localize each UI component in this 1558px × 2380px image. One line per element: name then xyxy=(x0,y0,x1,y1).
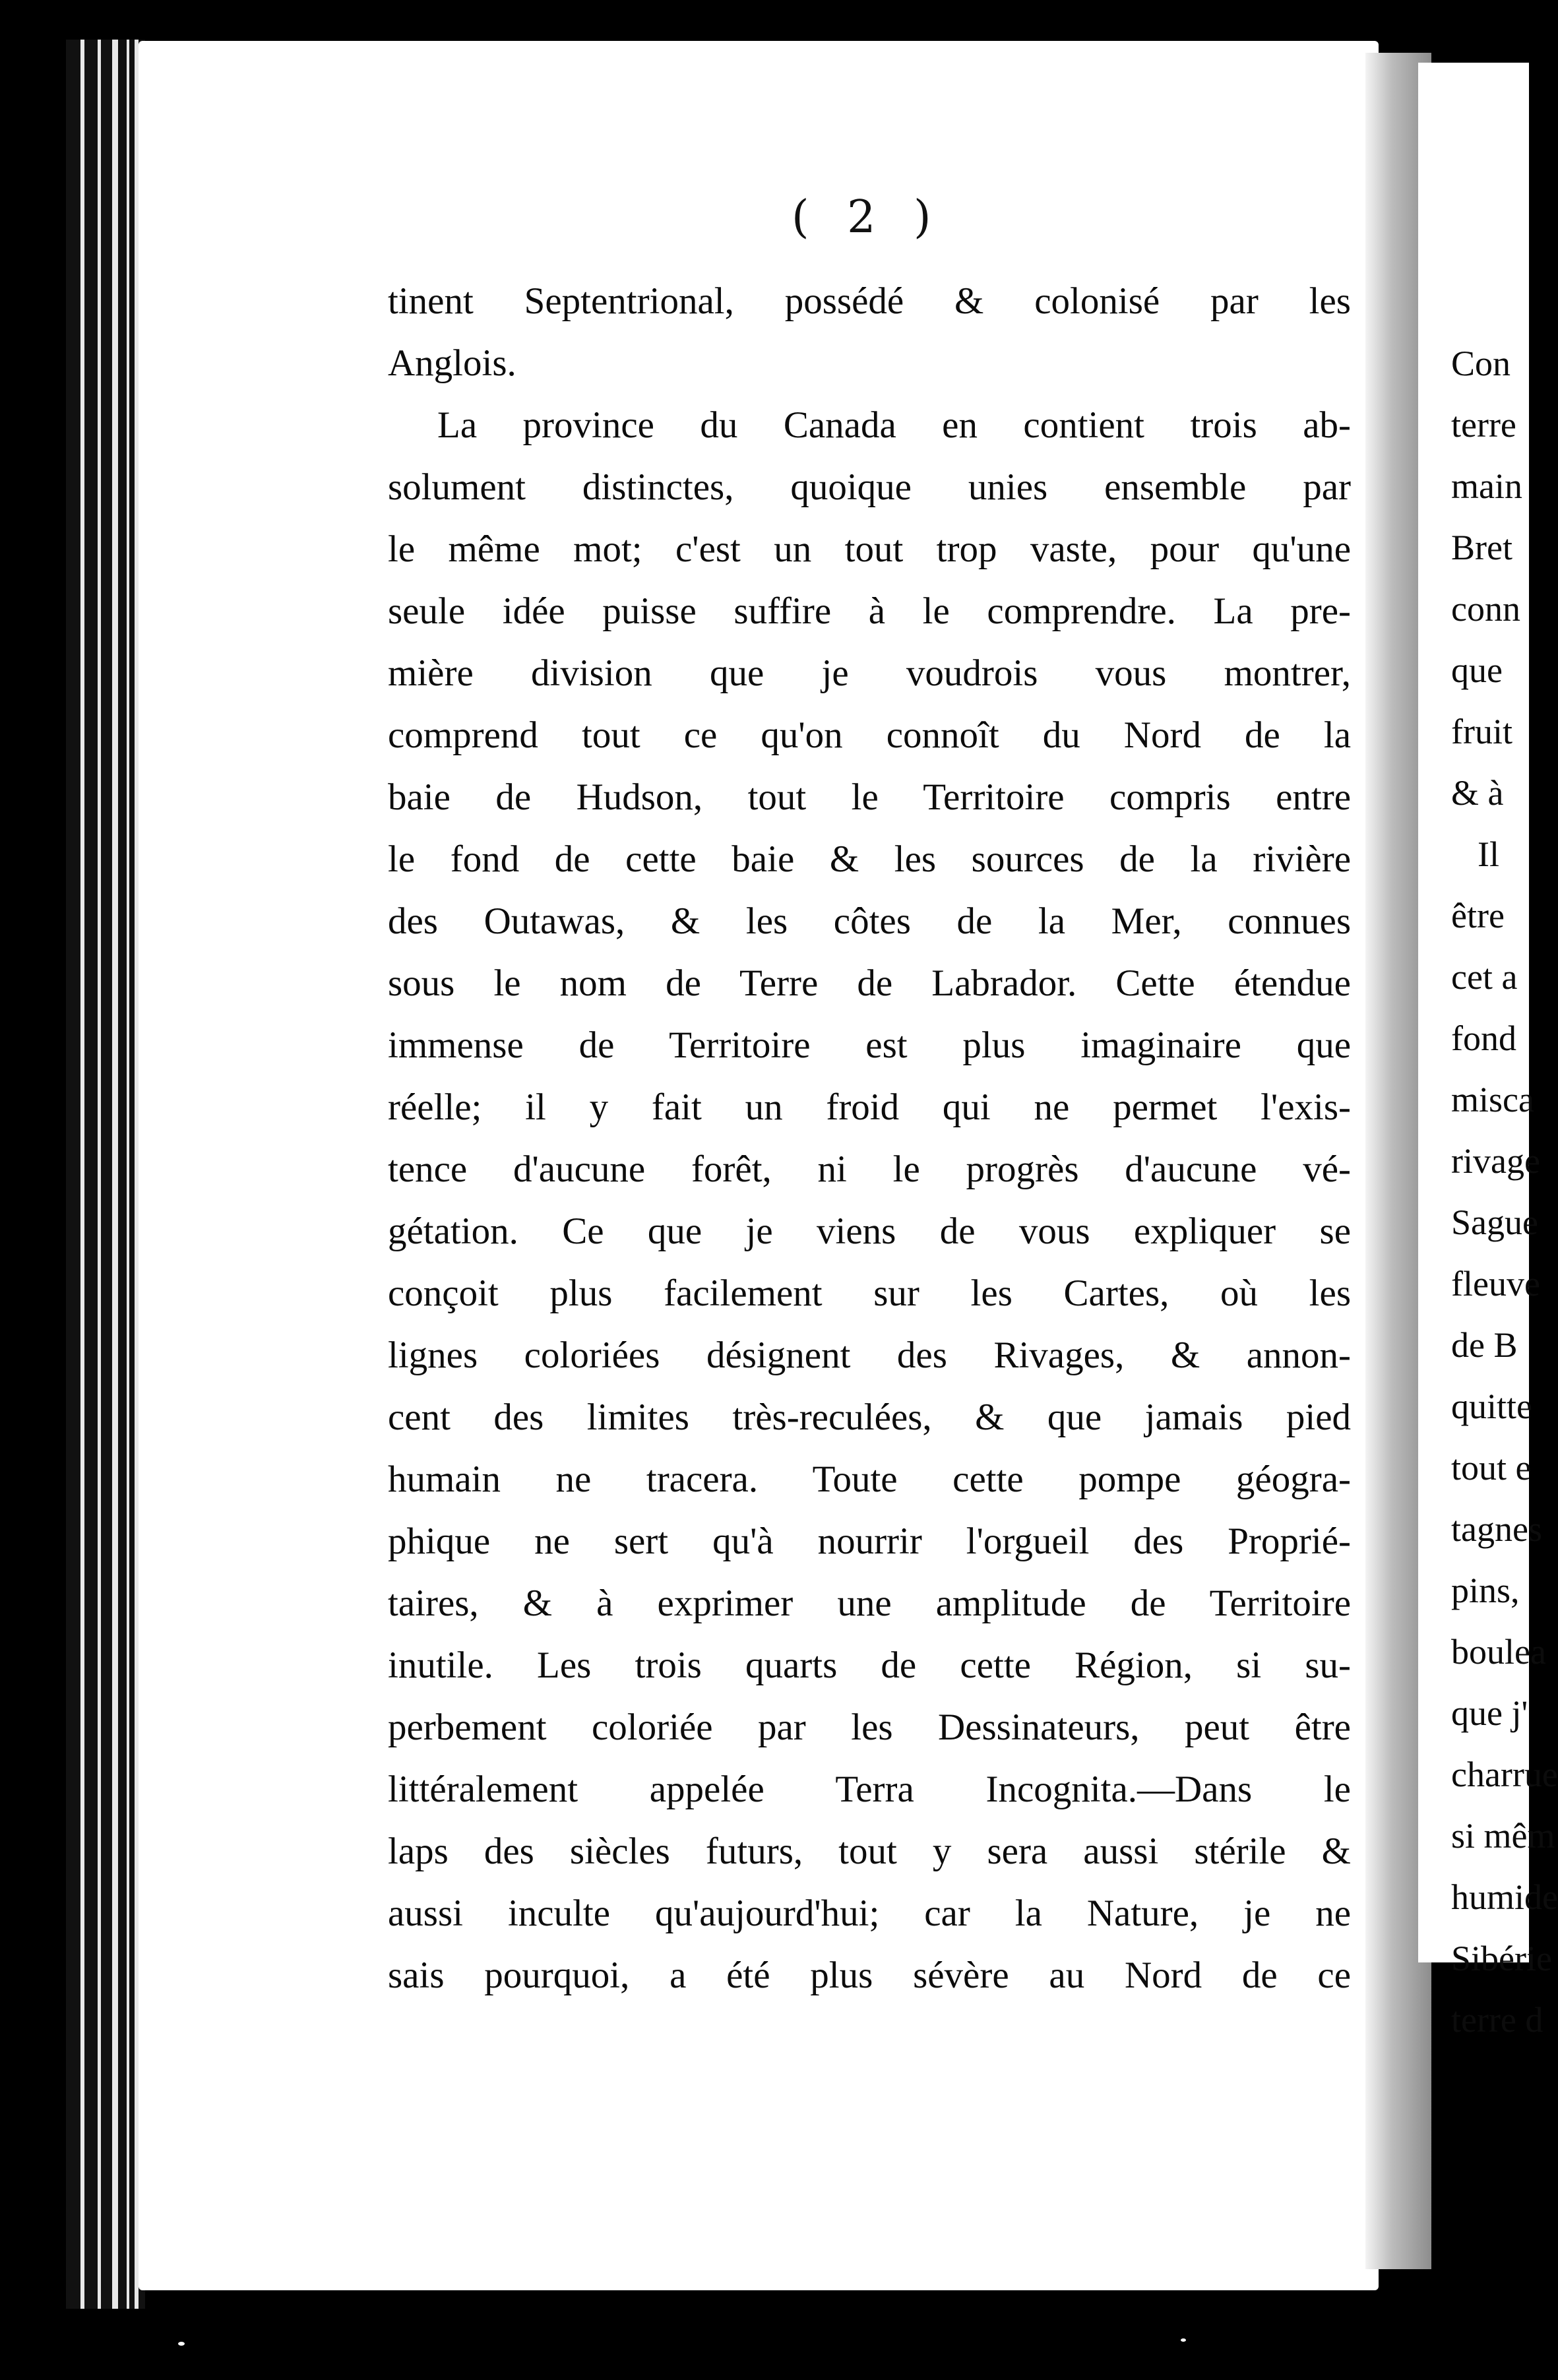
book-binding xyxy=(66,40,145,2309)
text-line: sous le nom de Terre de Labrador. Cette étendue xyxy=(388,962,1351,1004)
text-line: tinent Septentrional, possédé & colonisé par les xyxy=(388,280,1351,322)
text-line: laps des siècles futurs, tout y sera aussi stérile & xyxy=(388,1831,1351,1872)
facing-text-fragment: fond xyxy=(1451,1018,1516,1058)
text-line: mière division que je voudrois vous montrer, xyxy=(388,652,1351,694)
text-line: immense de Territoire est plus imaginaire que xyxy=(388,1024,1351,1066)
text-line: des Outawas, & les côtes de la Mer, connues xyxy=(388,900,1351,942)
facing-text-fragment: terre d xyxy=(1451,2000,1543,2040)
scan-speck xyxy=(1181,2338,1186,2342)
facing-text-fragment: quitte xyxy=(1451,1387,1532,1426)
facing-text-fragment: fleuve xyxy=(1451,1264,1540,1303)
text-line: seule idée puisse suffire à le comprendre. La pre- xyxy=(388,590,1351,632)
facing-text-fragment: main xyxy=(1451,466,1522,506)
facing-page-text xyxy=(1418,333,1558,2051)
text-line: comprend tout ce qu'on connoît du Nord de la xyxy=(388,714,1351,756)
facing-text-fragment: être xyxy=(1451,896,1505,935)
text-line: inutile. Les trois quarts de cette Région, si su- xyxy=(388,1644,1351,1686)
text-line: conçoit plus facilement sur les Cartes, où les xyxy=(388,1272,1351,1314)
facing-text-fragment: Il xyxy=(1478,834,1499,874)
facing-text-fragment: rivage xyxy=(1451,1141,1540,1181)
facing-text-fragment: tout e xyxy=(1451,1448,1532,1488)
facing-text-fragment: humide xyxy=(1451,1877,1558,1917)
facing-text-fragment: conn xyxy=(1451,589,1520,629)
facing-text-fragment: fruit xyxy=(1451,712,1512,751)
scan-speck xyxy=(178,2342,185,2346)
facing-text-fragment: que xyxy=(1451,650,1503,690)
page-body-text xyxy=(388,270,1351,2007)
facing-text-fragment: misca xyxy=(1451,1080,1534,1119)
text-line: phique ne sert qu'à nourrir l'orgueil des Proprié- xyxy=(388,1520,1351,1562)
text-line: humain ne tracera. Toute cette pompe géogra- xyxy=(388,1458,1351,1500)
facing-text-fragment: pins, xyxy=(1451,1571,1520,1610)
text-line: perbement coloriée par les Dessinateurs, peut être xyxy=(388,1707,1351,1748)
text-line: gétation. Ce que je viens de vous expliquer se xyxy=(388,1210,1351,1252)
text-line: taires, & à exprimer une amplitude de Territoire xyxy=(388,1582,1351,1624)
facing-text-fragment: terre xyxy=(1451,405,1516,445)
facing-text-fragment: charrue xyxy=(1451,1755,1558,1794)
facing-page xyxy=(1418,63,1558,2040)
text-line: La province du Canada en contient trois ab- xyxy=(437,404,1351,446)
text-line: cent des limites très-reculées, & que jamais pied xyxy=(388,1396,1351,1438)
facing-text-fragment: tagnes xyxy=(1451,1509,1542,1549)
text-line: tence d'aucune forêt, ni le progrès d'aucune vé- xyxy=(388,1148,1351,1190)
facing-text-fragment: & à xyxy=(1451,773,1504,813)
facing-text-fragment: que j' xyxy=(1451,1693,1528,1733)
text-line: réelle; il y fait un froid qui ne permet l'exis- xyxy=(388,1086,1351,1128)
text-line: le fond de cette baie & les sources de la rivière xyxy=(388,838,1351,880)
facing-text-fragment: cet a xyxy=(1451,957,1518,997)
text-line: lignes coloriées désignent des Rivages, & annon- xyxy=(388,1334,1351,1376)
text-line: aussi inculte qu'aujourd'hui; car la Nature, je ne xyxy=(388,1893,1351,1934)
scan-speck xyxy=(243,111,247,115)
scan-speck xyxy=(224,1253,228,1257)
text-line: solument distinctes, quoique unies ensemble par xyxy=(388,466,1351,508)
facing-text-fragment: Con xyxy=(1451,344,1511,383)
text-line: baie de Hudson, tout le Territoire compris entre xyxy=(388,776,1351,818)
facing-text-fragment: de B xyxy=(1451,1325,1518,1365)
facing-text-fragment: si mêm xyxy=(1451,1816,1555,1856)
text-line: littéralement appelée Terra Incognita.—Dans le xyxy=(388,1769,1351,1810)
page-number: ( 2 ) xyxy=(792,191,943,243)
text-line: le même mot; c'est un tout trop vaste, pour qu'une xyxy=(388,528,1351,570)
facing-text-fragment: Sague xyxy=(1451,1203,1538,1242)
facing-text-fragment: Bret xyxy=(1451,528,1512,567)
text-line: Anglois. xyxy=(388,342,516,384)
facing-text-fragment: Sibérie xyxy=(1451,1939,1552,1978)
facing-text-fragment: boulea xyxy=(1451,1632,1546,1672)
text-line: sais pourquoi, a été plus sévère au Nord de ce xyxy=(388,1955,1351,1996)
